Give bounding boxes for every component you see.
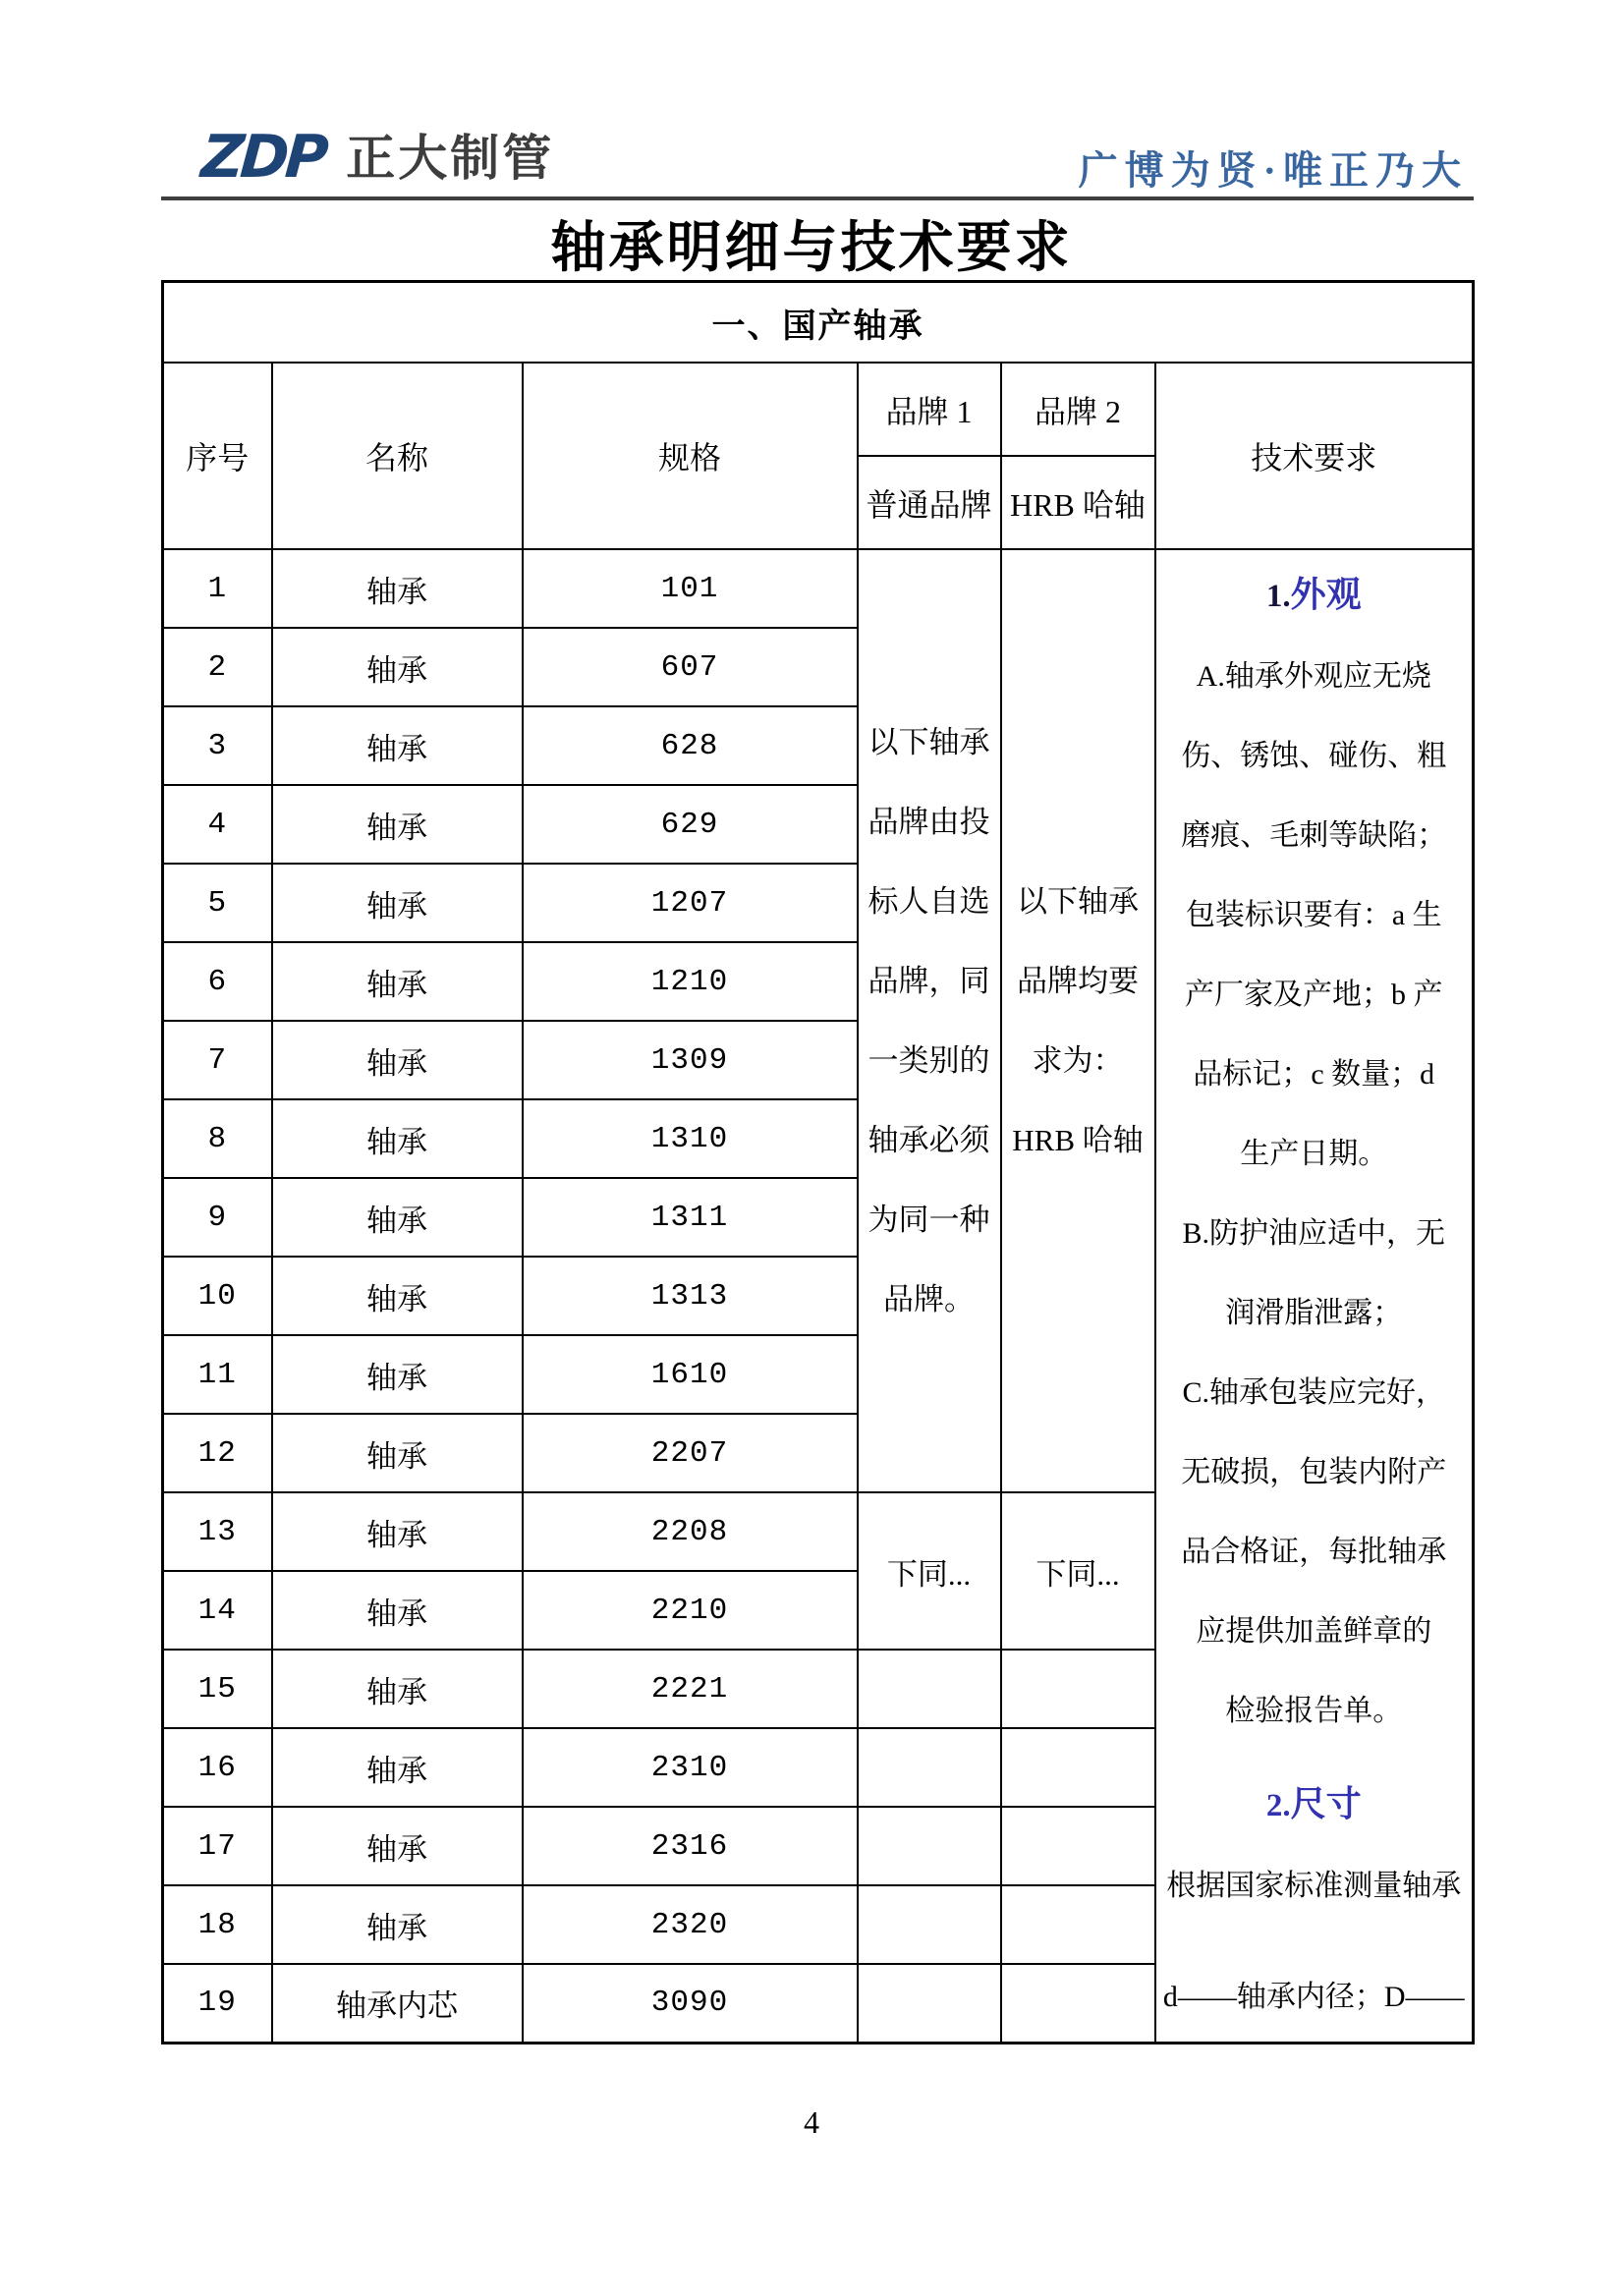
brand1-empty-cell [858,1650,1001,1728]
tech-text-line: 根据国家标准测量轴承 [1166,1869,1462,1902]
brand2-note-line: 以下轴承 [1017,884,1139,919]
brand2-note-cell [1001,549,1155,1492]
tech-text-line: 检验报告单。 [1225,1694,1403,1727]
col-header-index: 序号 [163,363,272,549]
row-name: 轴承 [272,1335,523,1414]
row-index: 3 [163,706,272,785]
row-spec: 2210 [523,1571,858,1650]
col-header-brand1-sub: 普通品牌 [858,456,1001,549]
tech-text-line: 应提供加盖鲜章的 [1196,1614,1432,1648]
row-spec: 2221 [523,1650,858,1728]
row-name: 轴承 [272,1414,523,1492]
row-name: 轴承 [272,1178,523,1257]
logo-company-name: 正大制管 [346,131,555,186]
brand1-empty-cell [858,1964,1001,2043]
row-spec: 1207 [523,864,858,942]
tech-heading-2 [1156,1764,1473,1846]
brand2-empty-cell [1001,1650,1155,1728]
brand1-note-line: 品牌。 [883,1282,975,1316]
tech-text-line: 包装标识要有：a 生 [1185,898,1442,931]
row-index: 14 [163,1571,272,1650]
row-index: 16 [163,1728,272,1807]
row-index: 17 [163,1807,272,1885]
tech-text-line: 磨痕、毛刺等缺陷； [1181,818,1447,852]
tech-text-line: d——轴承内径；D—— [1162,1980,1465,2013]
tech-text-line: C.轴承包装应完好， [1182,1375,1445,1409]
page-title: 轴承明细与技术要求 [550,218,1073,279]
row-index: 19 [163,1964,272,2043]
brand1-note-line: 以下轴承 [867,725,990,759]
row-index: 18 [163,1885,272,1964]
row-spec: 2310 [523,1728,858,1807]
tech-text-line: 生产日期。 [1240,1137,1388,1170]
row-index: 11 [163,1335,272,1414]
row-name: 轴承 [272,1257,523,1335]
row-name: 轴承 [272,549,523,628]
row-index: 12 [163,1414,272,1492]
tech-text-line: 无破损，包装内附产 [1181,1455,1447,1488]
row-spec: 2208 [523,1492,858,1571]
row-index: 1 [163,549,272,628]
bearing-spec-table [161,280,1475,2044]
row-spec: 2316 [523,1807,858,1885]
tech-text-line: 品标记；c 数量；d [1193,1057,1435,1091]
row-index: 13 [163,1492,272,1571]
brand1-note-line: 品牌由投 [867,805,990,839]
row-name: 轴承 [272,942,523,1021]
col-header-brand1: 品牌 1 [858,363,1001,456]
row-index: 15 [163,1650,272,1728]
tech-text-line: 品合格证，每批轴承 [1181,1535,1447,1568]
row-spec: 1610 [523,1335,858,1414]
header-divider [161,196,1474,200]
row-name: 轴承 [272,785,523,864]
brand1-empty-cell [858,1728,1001,1807]
tech-heading-2-label: 尺寸 [1290,1783,1362,1823]
row-spec: 2207 [523,1414,858,1492]
row-index: 2 [163,628,272,706]
company-slogan: 广博为贤·唯正乃大 [1078,148,1468,193]
brand2-empty-cell [1001,1885,1155,1964]
col-header-spec: 规格 [523,363,858,549]
table-row [163,549,1474,628]
tech-text-line: 润滑脂泄露； [1225,1296,1403,1329]
row-spec: 607 [523,628,858,706]
brand1-note-line: 轴承必须 [867,1123,990,1157]
brand1-note-line: 一类别的 [867,1043,990,1078]
brand1-note-line: 品牌，同 [867,964,990,998]
header-row-1 [163,363,1474,456]
tech-text-line: B.防护油应适中，无 [1182,1216,1445,1250]
row-name: 轴承 [272,1807,523,1885]
row-index: 5 [163,864,272,942]
brand2-note-line: 品牌均要 [1017,964,1139,998]
col-header-name: 名称 [272,363,523,549]
row-name: 轴承 [272,1021,523,1099]
row-name: 轴承内芯 [272,1964,523,2043]
row-spec: 1311 [523,1178,858,1257]
row-name: 轴承 [272,1885,523,1964]
section-title: 一、国产轴承 [163,282,1474,364]
row-index: 4 [163,785,272,864]
tech-text-line: 产厂家及产地；b 产 [1185,978,1443,1011]
row-index: 6 [163,942,272,1021]
row-spec: 1313 [523,1257,858,1335]
brand1-note-line: 为同一种 [867,1203,990,1237]
row-spec: 3090 [523,1964,858,2043]
page-number: 4 [804,2104,819,2140]
brand1-empty-cell [858,1807,1001,1885]
logo-zdp-icon: ZDP [198,123,327,192]
brand1-ditto-cell: 下同... [858,1492,1001,1650]
brand2-empty-cell [1001,1964,1155,2043]
row-index: 9 [163,1178,272,1257]
row-spec: 101 [523,549,858,628]
tech-heading-1-label: 外观 [1290,574,1362,614]
row-name: 轴承 [272,628,523,706]
row-spec: 1309 [523,1021,858,1099]
row-index: 7 [163,1021,272,1099]
company-logo [198,123,555,192]
row-name: 轴承 [272,1099,523,1178]
brand2-empty-cell [1001,1807,1155,1885]
tech-heading-2-number: 2. [1265,1787,1291,1823]
brand2-empty-cell [1001,1728,1155,1807]
row-index: 10 [163,1257,272,1335]
row-name: 轴承 [272,864,523,942]
col-header-brand2-sub: HRB 哈轴 [1001,456,1155,549]
row-spec: 2320 [523,1885,858,1964]
row-spec: 1210 [523,942,858,1021]
row-name: 轴承 [272,1492,523,1571]
col-header-tech: 技术要求 [1155,363,1474,549]
row-name: 轴承 [272,1728,523,1807]
brand2-ditto-cell: 下同... [1001,1492,1155,1650]
row-spec: 1310 [523,1099,858,1178]
tech-requirements-cell [1155,549,1474,2043]
brand1-empty-cell [858,1885,1001,1964]
tech-heading-1-number: 1. [1265,578,1291,614]
row-name: 轴承 [272,1571,523,1650]
brand2-note-line: HRB 哈轴 [1012,1123,1144,1157]
col-header-brand2: 品牌 2 [1001,363,1155,456]
tech-text-line: A.轴承外观应无烧 [1196,659,1431,693]
row-name: 轴承 [272,706,523,785]
tech-text-line: 伤、锈蚀、碰伤、粗 [1181,739,1447,772]
row-spec: 629 [523,785,858,864]
section-row [163,282,1474,364]
tech-heading-1 [1156,555,1473,637]
brand1-note-cell [858,549,1001,1492]
row-name: 轴承 [272,1650,523,1728]
row-spec: 628 [523,706,858,785]
brand1-note-line: 标人自选 [867,884,990,919]
row-index: 8 [163,1099,272,1178]
brand2-note-line: 求为： [1032,1043,1124,1078]
